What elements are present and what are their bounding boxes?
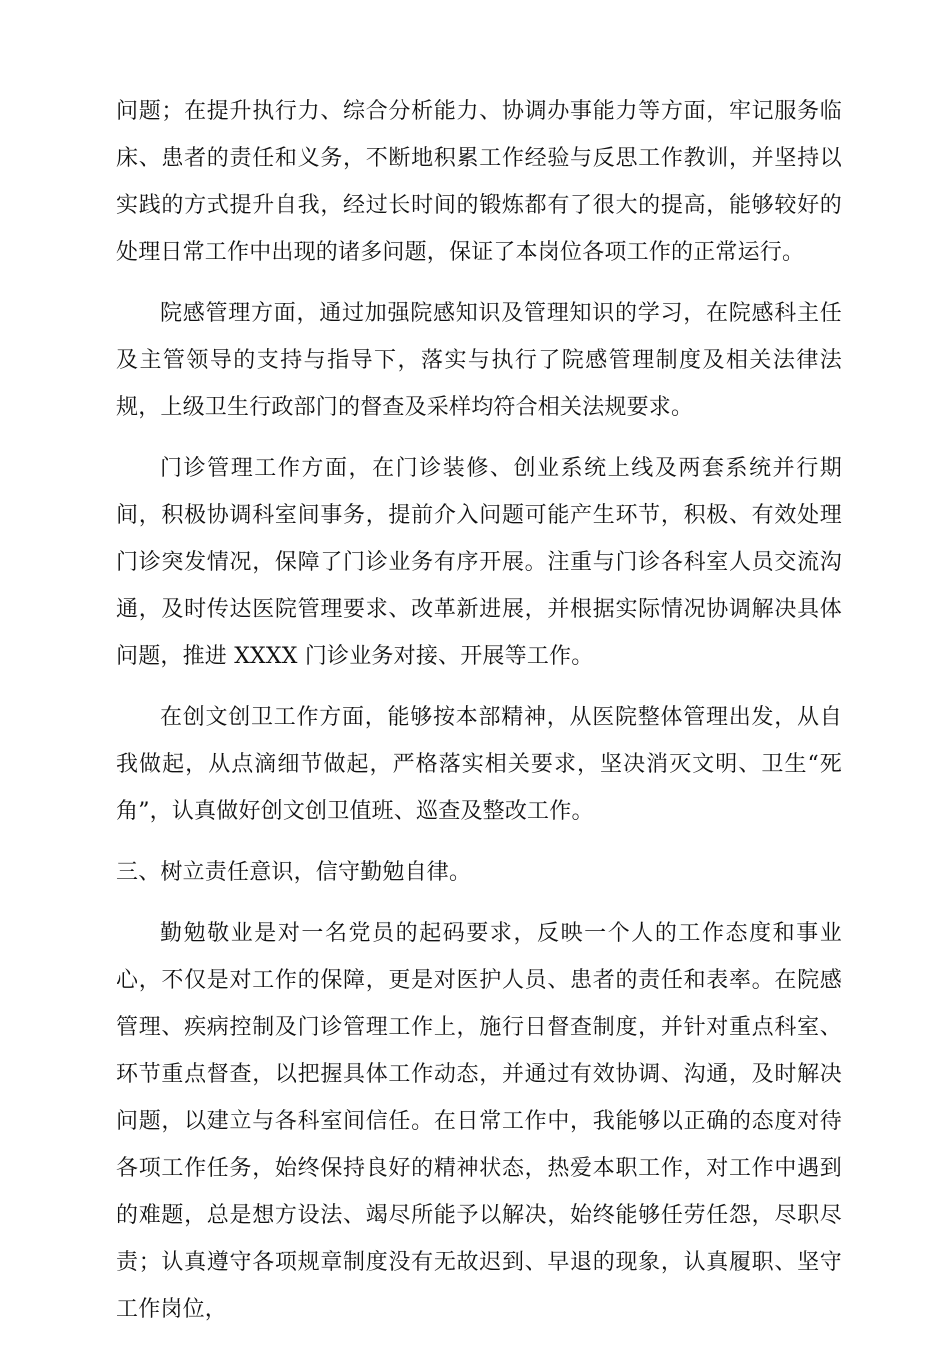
paragraph-infection-management: 院感管理方面，通过加强院感知识及管理知识的学习，在院感科主任及主管领导的支持与指导下，落实与执行了院感管理制度及相关法律法规，上级卫生行政部门的督查及采样均符合相关法规要求。 bbox=[116, 301, 842, 420]
paragraph-diligence: 勤勉敬业是对一名党员的起码要求，反映一个人的工作态度和事业心，不仅是对工作的保障，更是对医护人员、患者的责任和表率。在院感管理、疾病控制及门诊管理工作上，施行日督查制度，并针对重点科室、环节重点督查，以把握具体工作动态，并通过有效协调、沟通，及时解决问题，以建立与各科室间信任。在日常工作中，我能够以正确的态度对待各项工作任务，始终保持良好的精神状态，热爱本职工作，对工作中遇到的难题，总是想方设法、竭尽所能予以解决，始终能够任劳任怨，尽职尽责；认真遵守各项规章制度没有无故迟到、早退的现象，认真履职、坚守工作岗位， bbox=[116, 921, 842, 1322]
document-body bbox=[116, 88, 842, 1347]
paragraph-continuation: 问题；在提升执行力、综合分析能力、协调办事能力等方面，牢记服务临床、患者的责任和义务，不断地积累工作经验与反思工作教训，并坚持以实践的方式提升自我，经过长时间的锻炼都有了很大的提高，能够较好的处理日常工作中出现的诸多问题，保证了本岗位各项工作的正常运行。 bbox=[116, 99, 842, 265]
paragraph-civilization-sanitation: 在创文创卫工作方面，能够按本部精神，从医院整体管理出发，从自我做起，从点滴细节做起，严格落实相关要求，坚决消灭文明、卫生“死角”，认真做好创文创卫值班、巡查及整改工作。 bbox=[116, 705, 842, 824]
section-heading: 三、树立责任意识，信守勤勉自律。 bbox=[116, 860, 472, 885]
paragraph-outpatient-management: 门诊管理工作方面，在门诊装修、创业系统上线及两套系统并行期间，积极协调科室间事务，提前介入问题可能产生环节，积极、有效处理门诊突发情况，保障了门诊业务有序开展。注重与门诊各科室人员交流沟通，及时传达医院管理要求、改革新进展，并根据实际情况协调解决具体问题，推进 XXXX 门诊业务对接、开展等工作。 bbox=[116, 456, 842, 669]
